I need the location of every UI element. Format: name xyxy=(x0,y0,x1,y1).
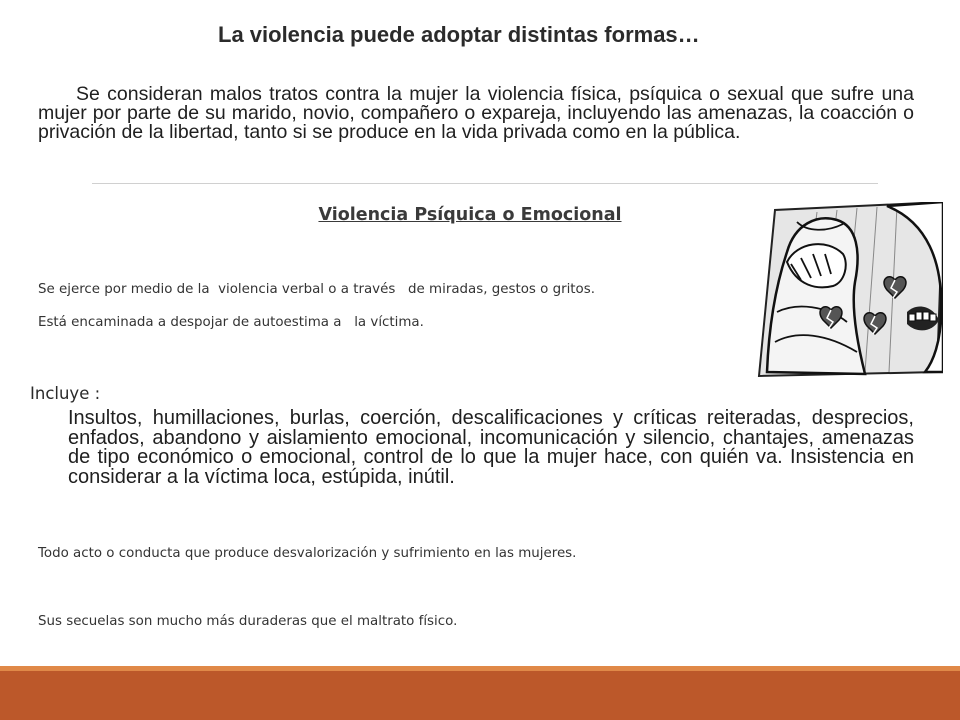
section-subtitle: Violencia Psíquica o Emocional xyxy=(318,205,622,225)
description-line-3: Todo acto o conducta que produce desvalorización y sufrimiento en las mujeres. xyxy=(38,546,577,561)
footer-bar xyxy=(0,666,960,720)
slide-title: La violencia puede adoptar distintas formas… xyxy=(218,22,700,47)
description-line-4: Sus secuelas son mucho más duraderas que el maltrato físico. xyxy=(38,614,458,629)
divider xyxy=(92,183,878,184)
intro-paragraph: Se consideran malos tratos contra la mujer la violencia física, psíquica o sexual que sufre una mujer por parte de su marido, novio, compañero o expareja, incluyendo las amenazas, la coacción o privación de la libertad, tanto si se produce en la vida privada como en la pública. xyxy=(38,83,914,143)
includes-paragraph: Insultos, humillaciones, burlas, coerción, descalificaciones y críticas reiteradas, desprecios, enfados, abandono y aislamiento emocional, incomunicación y silencio, chantajes, amenazas de tipo económico o emocional, control de lo que la mujer hace, con quién va. Insistencia en considerar a la víctima loca, estúpida, inútil. xyxy=(68,407,914,488)
includes-label: Incluye : xyxy=(30,384,101,403)
illustration-crying-woman xyxy=(757,202,943,378)
description-line-1: Se ejerce por medio de la violencia verbal o a través de miradas, gestos o gritos. xyxy=(38,282,595,297)
description-line-2: Está encaminada a despojar de autoestima a la víctima. xyxy=(38,315,424,330)
